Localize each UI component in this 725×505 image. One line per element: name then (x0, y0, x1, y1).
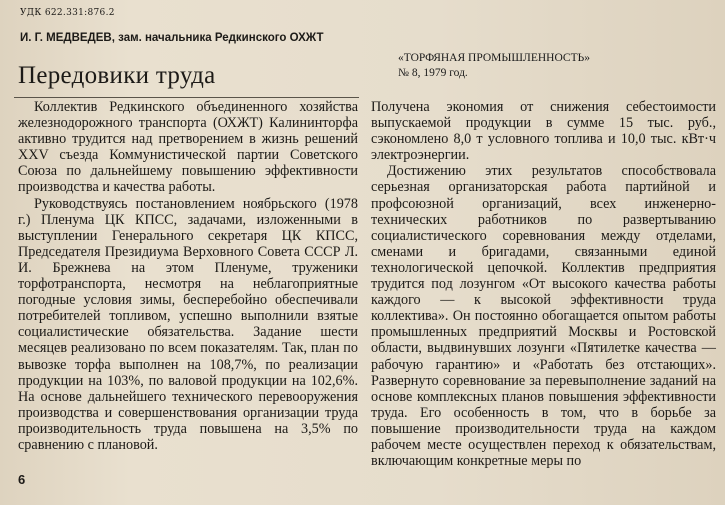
author-line (20, 32, 390, 44)
paragraph: Получена экономия от снижения себестоимости выпускаемой продукции в сумме 15 тыс. руб., сэкономлено 8,0 т условного топлива и 10,0 тыс. кВт·ч электроэнергии. (371, 99, 716, 164)
right-column (371, 99, 716, 469)
title-divider (14, 97, 359, 98)
paragraph: Достижению этих результатов способствовала серьезная организаторская работа партийной и профсоюзной организаций, всех инженерно-технических работников по развертыванию социалистического соревнования между отделами, сменами и бригадами, связанными единой технологической цепочкой. Коллектив предприятия трудится под лозунгом «От высокого качества работы каждого — к высокой эффективности труда коллектива». Он постоянно обогащается опытом работы промышленных предприятий Москвы и Ростовской области, выдвинувших лозунги «Пятилетке качества — рабочую гарантию» и «Работать без отстающих». Развернуто соревнование за перевыполнение заданий на основе комплексных планов повышения эффективности труда. Его особенность в том, что в борьбе за повышение производительности труда на каждом рабочем месте осуществлен переход к обязательствам, включающим конкретные меры по (371, 163, 716, 470)
paragraph: Руководствуясь постановлением ноябрьского (1978 г.) Пленума ЦК КПСС, задачами, изложенными в выступлении Генерального секретаря ЦК КПСС, Председателя Президиума Верховного Совета СССР Л. И. Брежнева на этом Пленуме, труженики торфотранспорта, несмотря на неблагоприятные погодные условия зимы, бесперебойно обеспечивали потребителей топливом, успешно выполнили взятые социалистические обязательства. Задание шести месяцев реализовано по всем показателям. Так, план по вывозке торфа выполнен на 108,7%, по реализации продукции на 103%, по валовой продукции на 102,6%. На основе дальнейшего технического перевооружения производства и совершенствования организации труда производительность труда повышена на 3,5% по сравнению с плановой. (18, 195, 358, 453)
source-journal: «ТОРФЯНАЯ ПРОМЫШЛЕННОСТЬ» (398, 52, 590, 64)
source-annotation (398, 51, 590, 81)
page-number: 6 (18, 472, 26, 487)
article-title: Передовики труда (18, 62, 216, 89)
left-column (18, 99, 358, 453)
udk-code: УДК 622.331:876.2 (20, 8, 115, 18)
paragraph: Коллектив Редкинского объединенного хозяйства железнодорожного транспорта (ОХЖТ) Калининторфа активно трудится над претворением в жизнь решений XXV съезда Коммунистической партии Советского Союза по дальнейшему повышению эффективности производства и качества работы. (18, 99, 358, 196)
source-issue: № 8, 1979 год. (398, 67, 468, 79)
author-position: зам. начальника Редкинского ОХЖТ (118, 32, 324, 44)
author-name: И. Г. МЕДВЕДЕВ, (20, 32, 115, 44)
